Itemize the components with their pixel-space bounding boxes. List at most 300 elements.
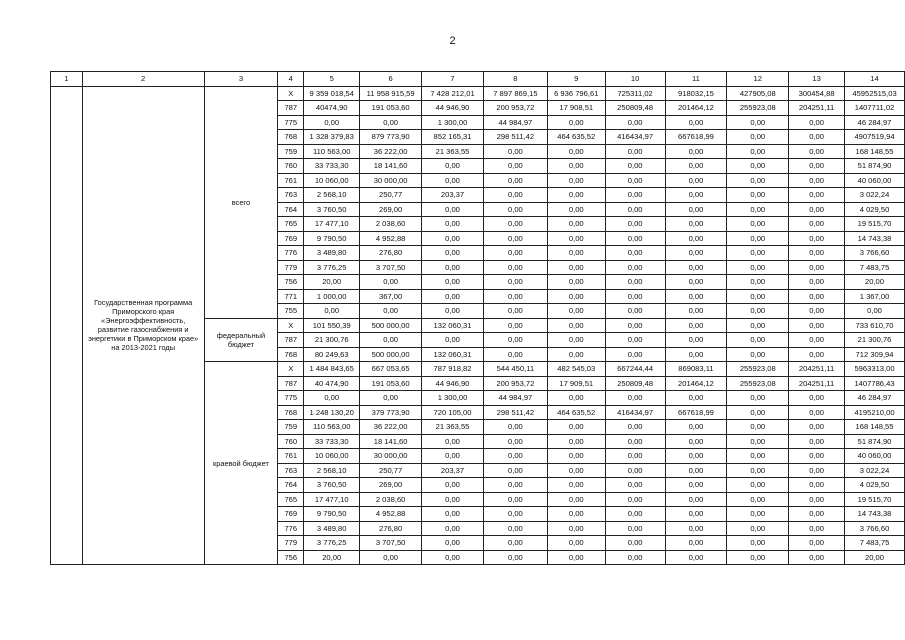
value-cell: 0,00: [789, 434, 845, 449]
value-cell: 203,37: [422, 463, 484, 478]
value-cell: 0,00: [605, 536, 665, 551]
value-cell: 869083,11: [665, 362, 727, 377]
code-cell: 763: [278, 188, 304, 203]
value-cell: 0,00: [665, 188, 727, 203]
value-cell: 19 515,70: [845, 217, 905, 232]
value-cell: 0,00: [547, 115, 605, 130]
value-cell: 44 946,90: [422, 101, 484, 116]
value-cell: 0,00: [304, 391, 360, 406]
value-cell: 21 363,55: [422, 420, 484, 435]
value-cell: 0,00: [727, 478, 789, 493]
value-cell: 40474,90: [304, 101, 360, 116]
value-cell: 0,00: [483, 202, 547, 217]
value-cell: 0,00: [605, 217, 665, 232]
header-cell: 6: [360, 72, 422, 87]
value-cell: 918032,15: [665, 86, 727, 101]
value-cell: 0,00: [665, 536, 727, 551]
value-cell: 0,00: [789, 507, 845, 522]
value-cell: 0,00: [789, 217, 845, 232]
value-cell: 33 733,30: [304, 159, 360, 174]
value-cell: 1 484 843,65: [304, 362, 360, 377]
code-cell: X: [278, 318, 304, 333]
value-cell: 500 000,00: [360, 318, 422, 333]
value-cell: 0,00: [547, 347, 605, 362]
value-cell: 0,00: [605, 550, 665, 565]
value-cell: 0,00: [605, 188, 665, 203]
value-cell: 0,00: [605, 478, 665, 493]
value-cell: 46 284,97: [845, 391, 905, 406]
value-cell: 7 428 212,01: [422, 86, 484, 101]
value-cell: 1407786,43: [845, 376, 905, 391]
value-cell: 0,00: [789, 144, 845, 159]
value-cell: 0,00: [547, 391, 605, 406]
program-name-cell: Государственная программа Приморского края «Энергоэффективность, развитие газоснабжения и энергетики в Приморском крае» на 2013-2021 годы: [82, 86, 204, 565]
value-cell: 0,00: [483, 289, 547, 304]
value-cell: 36 222,00: [360, 144, 422, 159]
value-cell: 0,00: [789, 304, 845, 319]
value-cell: 0,00: [727, 115, 789, 130]
value-cell: 0,00: [422, 246, 484, 261]
value-cell: 17 477,10: [304, 217, 360, 232]
value-cell: 0,00: [547, 478, 605, 493]
value-cell: 1 367,00: [845, 289, 905, 304]
value-cell: 416434,97: [605, 405, 665, 420]
value-cell: 0,00: [483, 333, 547, 348]
value-cell: 0,00: [483, 231, 547, 246]
value-cell: 0,00: [665, 246, 727, 261]
value-cell: 7 483,75: [845, 536, 905, 551]
value-cell: 276,80: [360, 246, 422, 261]
value-cell: 0,00: [483, 434, 547, 449]
value-cell: 30 000,00: [360, 173, 422, 188]
value-cell: 0,00: [605, 434, 665, 449]
value-cell: 0,00: [483, 347, 547, 362]
value-cell: 0,00: [727, 188, 789, 203]
value-cell: 0,00: [727, 536, 789, 551]
value-cell: 17 909,51: [547, 376, 605, 391]
value-cell: 0,00: [665, 521, 727, 536]
value-cell: 0,00: [483, 246, 547, 261]
code-cell: 765: [278, 217, 304, 232]
value-cell: 0,00: [789, 188, 845, 203]
header-cell: 3: [204, 72, 278, 87]
code-cell: 765: [278, 492, 304, 507]
value-cell: 0,00: [605, 347, 665, 362]
budget-table: [50, 71, 905, 565]
value-cell: 0,00: [547, 521, 605, 536]
value-cell: 0,00: [483, 260, 547, 275]
header-cell: 9: [547, 72, 605, 87]
value-cell: 0,00: [727, 449, 789, 464]
value-cell: 0,00: [665, 275, 727, 290]
value-cell: 0,00: [483, 492, 547, 507]
value-cell: 0,00: [605, 202, 665, 217]
header-cell: 7: [422, 72, 484, 87]
value-cell: 367,00: [360, 289, 422, 304]
value-cell: 0,00: [727, 391, 789, 406]
value-cell: 20,00: [845, 550, 905, 565]
value-cell: 191 053,60: [360, 376, 422, 391]
value-cell: 0,00: [483, 318, 547, 333]
value-cell: 3 766,60: [845, 246, 905, 261]
value-cell: 0,00: [789, 536, 845, 551]
value-cell: 667 053,65: [360, 362, 422, 377]
funding-source-cell: федеральный бюджет: [204, 318, 278, 362]
code-cell: 760: [278, 159, 304, 174]
value-cell: 0,00: [665, 115, 727, 130]
header-cell: 1: [51, 72, 83, 87]
value-cell: 0,00: [483, 159, 547, 174]
value-cell: 0,00: [727, 347, 789, 362]
value-cell: 110 563,00: [304, 144, 360, 159]
value-cell: 3 760,50: [304, 202, 360, 217]
code-cell: 768: [278, 347, 304, 362]
value-cell: 0,00: [789, 521, 845, 536]
value-cell: 0,00: [665, 202, 727, 217]
value-cell: 36 222,00: [360, 420, 422, 435]
value-cell: 0,00: [665, 304, 727, 319]
value-cell: 3 707,50: [360, 260, 422, 275]
value-cell: 0,00: [665, 492, 727, 507]
code-cell: 760: [278, 434, 304, 449]
value-cell: 9 790,50: [304, 507, 360, 522]
value-cell: 0,00: [547, 420, 605, 435]
value-cell: 879 773,90: [360, 130, 422, 145]
value-cell: 10 060,00: [304, 449, 360, 464]
value-cell: 0,00: [547, 434, 605, 449]
value-cell: 201464,12: [665, 376, 727, 391]
value-cell: 0,00: [483, 507, 547, 522]
value-cell: 5963313,00: [845, 362, 905, 377]
value-cell: 0,00: [665, 463, 727, 478]
value-cell: 3 022,24: [845, 463, 905, 478]
value-cell: 0,00: [605, 275, 665, 290]
value-cell: 0,00: [727, 405, 789, 420]
value-cell: 0,00: [789, 275, 845, 290]
value-cell: 0,00: [665, 478, 727, 493]
code-cell: 769: [278, 231, 304, 246]
value-cell: 20,00: [304, 275, 360, 290]
value-cell: 0,00: [422, 434, 484, 449]
header-cell: 14: [845, 72, 905, 87]
value-cell: 9 790,50: [304, 231, 360, 246]
value-cell: 0,00: [789, 130, 845, 145]
code-cell: 779: [278, 260, 304, 275]
value-cell: 2 038,60: [360, 217, 422, 232]
value-cell: 21 300,76: [845, 333, 905, 348]
value-cell: 0,00: [360, 115, 422, 130]
value-cell: 21 363,55: [422, 144, 484, 159]
value-cell: 44 984,97: [483, 115, 547, 130]
value-cell: 269,00: [360, 202, 422, 217]
value-cell: 0,00: [727, 507, 789, 522]
value-cell: 733 610,70: [845, 318, 905, 333]
header-cell: 5: [304, 72, 360, 87]
value-cell: 20,00: [845, 275, 905, 290]
value-cell: 17 908,51: [547, 101, 605, 116]
header-cell: 10: [605, 72, 665, 87]
value-cell: 51 874,90: [845, 159, 905, 174]
value-cell: 6 936 796,61: [547, 86, 605, 101]
value-cell: 0,00: [727, 260, 789, 275]
code-cell: 787: [278, 376, 304, 391]
value-cell: 4 952,88: [360, 507, 422, 522]
value-cell: 0,00: [605, 492, 665, 507]
value-cell: 46 284,97: [845, 115, 905, 130]
value-cell: 0,00: [605, 289, 665, 304]
value-cell: 4907519,94: [845, 130, 905, 145]
value-cell: 0,00: [422, 507, 484, 522]
value-cell: 0,00: [547, 536, 605, 551]
value-cell: 0,00: [547, 188, 605, 203]
value-cell: 0,00: [422, 304, 484, 319]
value-cell: 0,00: [483, 188, 547, 203]
value-cell: 1 328 379,83: [304, 130, 360, 145]
value-cell: 1 300,00: [422, 115, 484, 130]
value-cell: 0,00: [605, 246, 665, 261]
value-cell: 0,00: [360, 275, 422, 290]
header-row: [51, 72, 905, 87]
value-cell: 3 489,80: [304, 521, 360, 536]
page-number: 2: [449, 35, 456, 47]
value-cell: 132 060,31: [422, 347, 484, 362]
value-cell: 0,00: [665, 260, 727, 275]
value-cell: 0,00: [789, 405, 845, 420]
value-cell: 40 060,00: [845, 449, 905, 464]
value-cell: 0,00: [789, 289, 845, 304]
value-cell: 0,00: [727, 202, 789, 217]
value-cell: 0,00: [727, 246, 789, 261]
value-cell: 1407711,02: [845, 101, 905, 116]
value-cell: 0,00: [605, 420, 665, 435]
value-cell: 30 000,00: [360, 449, 422, 464]
code-cell: X: [278, 362, 304, 377]
code-cell: 776: [278, 246, 304, 261]
value-cell: 0,00: [605, 260, 665, 275]
value-cell: 0,00: [789, 550, 845, 565]
value-cell: 0,00: [422, 536, 484, 551]
value-cell: 0,00: [789, 202, 845, 217]
value-cell: 0,00: [665, 420, 727, 435]
code-cell: 776: [278, 521, 304, 536]
value-cell: 0,00: [789, 246, 845, 261]
value-cell: 0,00: [547, 289, 605, 304]
value-cell: 110 563,00: [304, 420, 360, 435]
code-cell: 775: [278, 115, 304, 130]
value-cell: 10 060,00: [304, 173, 360, 188]
code-cell: 761: [278, 173, 304, 188]
value-cell: 51 874,90: [845, 434, 905, 449]
value-cell: 0,00: [483, 536, 547, 551]
value-cell: 0,00: [605, 173, 665, 188]
value-cell: 0,00: [422, 333, 484, 348]
value-cell: 20,00: [304, 550, 360, 565]
code-cell: 775: [278, 391, 304, 406]
value-cell: 4 029,50: [845, 202, 905, 217]
value-cell: 0,00: [547, 463, 605, 478]
value-cell: 464 635,52: [547, 405, 605, 420]
value-cell: 250,77: [360, 463, 422, 478]
value-cell: 298 511,42: [483, 130, 547, 145]
value-cell: 33 733,30: [304, 434, 360, 449]
value-cell: 17 477,10: [304, 492, 360, 507]
code-cell: 759: [278, 420, 304, 435]
value-cell: 0,00: [727, 434, 789, 449]
value-cell: 0,00: [727, 159, 789, 174]
value-cell: 255923,08: [727, 376, 789, 391]
header-cell: 13: [789, 72, 845, 87]
value-cell: 3 707,50: [360, 536, 422, 551]
value-cell: 0,00: [727, 492, 789, 507]
value-cell: 0,00: [483, 478, 547, 493]
value-cell: 712 309,94: [845, 347, 905, 362]
value-cell: 44 984,97: [483, 391, 547, 406]
value-cell: 269,00: [360, 478, 422, 493]
value-cell: 787 918,82: [422, 362, 484, 377]
header-cell: 8: [483, 72, 547, 87]
value-cell: 0,00: [789, 391, 845, 406]
funding-source-cell: всего: [204, 86, 278, 318]
value-cell: 0,00: [547, 260, 605, 275]
value-cell: 14 743,38: [845, 507, 905, 522]
value-cell: 0,00: [547, 217, 605, 232]
value-cell: 0,00: [360, 550, 422, 565]
value-cell: 0,00: [605, 304, 665, 319]
value-cell: 9 359 018,54: [304, 86, 360, 101]
value-cell: 298 511,42: [483, 405, 547, 420]
value-cell: 0,00: [605, 521, 665, 536]
value-cell: 45952515,03: [845, 86, 905, 101]
code-cell: 763: [278, 463, 304, 478]
value-cell: 40 060,00: [845, 173, 905, 188]
value-cell: 1 000,00: [304, 289, 360, 304]
value-cell: 3 766,60: [845, 521, 905, 536]
value-cell: 0,00: [547, 318, 605, 333]
header-cell: 2: [82, 72, 204, 87]
value-cell: 0,00: [789, 115, 845, 130]
value-cell: 2 038,60: [360, 492, 422, 507]
value-cell: 0,00: [422, 202, 484, 217]
value-cell: 464 635,52: [547, 130, 605, 145]
value-cell: 0,00: [422, 173, 484, 188]
value-cell: 667244,44: [605, 362, 665, 377]
value-cell: 0,00: [789, 492, 845, 507]
value-cell: 0,00: [422, 217, 484, 232]
value-cell: 0,00: [547, 507, 605, 522]
value-cell: 0,00: [665, 391, 727, 406]
value-cell: 18 141,60: [360, 159, 422, 174]
value-cell: 0,00: [789, 463, 845, 478]
value-cell: 0,00: [605, 159, 665, 174]
code-cell: 787: [278, 101, 304, 116]
value-cell: 0,00: [665, 144, 727, 159]
value-cell: 4 952,88: [360, 231, 422, 246]
value-cell: 191 053,60: [360, 101, 422, 116]
value-cell: 2 568,10: [304, 188, 360, 203]
code-cell: 768: [278, 130, 304, 145]
value-cell: 0,00: [547, 492, 605, 507]
value-cell: 0,00: [665, 434, 727, 449]
value-cell: 250809,48: [605, 376, 665, 391]
value-cell: 0,00: [665, 159, 727, 174]
value-cell: 3 776,25: [304, 260, 360, 275]
value-cell: 0,00: [727, 521, 789, 536]
value-cell: 0,00: [727, 333, 789, 348]
value-cell: 0,00: [665, 231, 727, 246]
value-cell: 255923,08: [727, 101, 789, 116]
header-cell: 11: [665, 72, 727, 87]
value-cell: 0,00: [727, 130, 789, 145]
value-cell: 204251,11: [789, 101, 845, 116]
value-cell: 0,00: [789, 347, 845, 362]
code-cell: 756: [278, 275, 304, 290]
value-cell: 0,00: [422, 231, 484, 246]
value-cell: 0,00: [547, 550, 605, 565]
funding-source-cell: краевой бюджет: [204, 362, 278, 565]
value-cell: 168 148,55: [845, 144, 905, 159]
value-cell: 0,00: [665, 318, 727, 333]
value-cell: 0,00: [665, 550, 727, 565]
value-cell: 276,80: [360, 521, 422, 536]
value-cell: 0,00: [665, 289, 727, 304]
value-cell: 3 760,50: [304, 478, 360, 493]
value-cell: 0,00: [422, 275, 484, 290]
value-cell: 0,00: [605, 318, 665, 333]
header-cell: 4: [278, 72, 304, 87]
value-cell: 0,00: [547, 304, 605, 319]
code-cell: 764: [278, 478, 304, 493]
value-cell: 0,00: [422, 159, 484, 174]
value-cell: 0,00: [547, 449, 605, 464]
value-cell: 0,00: [845, 304, 905, 319]
value-cell: 667618,99: [665, 405, 727, 420]
value-cell: 3 776,25: [304, 536, 360, 551]
value-cell: 0,00: [483, 144, 547, 159]
value-cell: 0,00: [789, 173, 845, 188]
value-cell: 0,00: [547, 144, 605, 159]
value-cell: 0,00: [727, 420, 789, 435]
value-cell: 40 474,90: [304, 376, 360, 391]
value-cell: 0,00: [789, 159, 845, 174]
value-cell: 0,00: [605, 144, 665, 159]
value-cell: 3 489,80: [304, 246, 360, 261]
value-cell: 720 105,00: [422, 405, 484, 420]
value-cell: 416434,97: [605, 130, 665, 145]
value-cell: 0,00: [547, 333, 605, 348]
value-cell: 300454,88: [789, 86, 845, 101]
value-cell: 0,00: [789, 420, 845, 435]
value-cell: 4195210,00: [845, 405, 905, 420]
value-cell: 0,00: [665, 333, 727, 348]
value-cell: 0,00: [304, 304, 360, 319]
value-cell: 0,00: [727, 289, 789, 304]
value-cell: 0,00: [665, 449, 727, 464]
value-cell: 7 483,75: [845, 260, 905, 275]
value-cell: 0,00: [789, 478, 845, 493]
value-cell: 7 897 869,15: [483, 86, 547, 101]
value-cell: 0,00: [789, 318, 845, 333]
value-cell: 0,00: [789, 449, 845, 464]
value-cell: 0,00: [605, 507, 665, 522]
value-cell: 0,00: [605, 449, 665, 464]
code-cell: 759: [278, 144, 304, 159]
value-cell: 204251,11: [789, 376, 845, 391]
value-cell: 0,00: [483, 463, 547, 478]
value-cell: 1 248 130,20: [304, 405, 360, 420]
value-cell: 0,00: [422, 449, 484, 464]
value-cell: 11 958 915,59: [360, 86, 422, 101]
code-cell: 771: [278, 289, 304, 304]
